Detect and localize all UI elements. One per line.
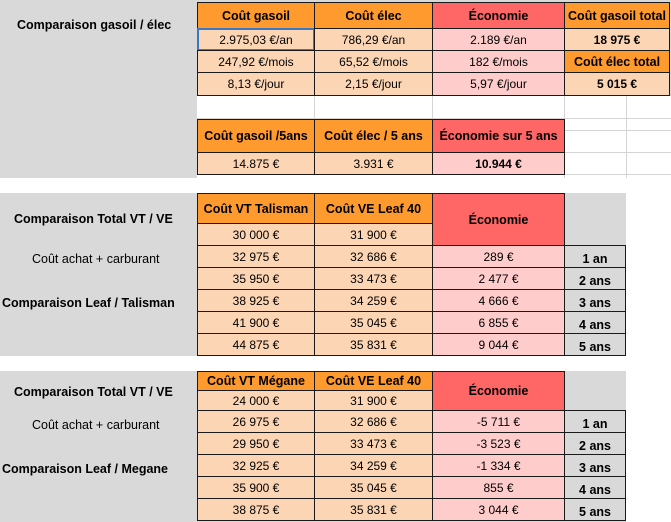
cell-talisman-y2[interactable]: 35 950 €: [197, 267, 315, 290]
cell-gasoil-an[interactable]: 2.975,03 €/an: [197, 28, 315, 51]
label-cout-achat-2: Coût achat + carburant: [32, 418, 160, 432]
cell-megane-y1[interactable]: 26 975 €: [197, 410, 315, 433]
header-cout-ve-leaf-2[interactable]: Coût VE Leaf 40: [314, 371, 433, 391]
cell-economie-y4[interactable]: 6 855 €: [432, 311, 565, 334]
year-label-1[interactable]: 1 an: [564, 245, 626, 268]
cell-economie-y5[interactable]: 9 044 €: [432, 333, 565, 356]
year2-label-2[interactable]: 2 ans: [564, 432, 626, 455]
label-cout-achat-1: Coût achat + carburant: [32, 252, 160, 266]
cell-talisman-y3[interactable]: 38 925 €: [197, 289, 315, 312]
cell-leaf2-y1[interactable]: 32 686 €: [314, 410, 433, 433]
label-comparaison-total-1: Comparaison Total VT / VE: [14, 212, 173, 226]
cell-economie2-y4[interactable]: 855 €: [432, 476, 565, 499]
label-comparaison-gasoil-elec: Comparaison gasoil / élec: [17, 18, 172, 32]
cell-leaf2-y4[interactable]: 35 045 €: [314, 476, 433, 499]
cell-leaf-y3[interactable]: 34 259 €: [314, 289, 433, 312]
cell-leaf2-y3[interactable]: 34 259 €: [314, 454, 433, 477]
header-cout-ve-leaf[interactable]: Coût VE Leaf 40: [314, 193, 433, 224]
grid-line: [564, 152, 671, 153]
year2-label-1[interactable]: 1 an: [564, 410, 626, 433]
cell-economie-y3[interactable]: 4 666 €: [432, 289, 565, 312]
cell-talisman-y1[interactable]: 32 975 €: [197, 245, 315, 268]
cell-economie-mois[interactable]: 182 €/mois: [432, 50, 565, 73]
year-label-5[interactable]: 5 ans: [564, 333, 626, 356]
cell-elec-an[interactable]: 786,29 €/an: [314, 28, 433, 51]
header-cout-gasoil-total[interactable]: Coût gasoil total: [564, 2, 670, 29]
cell-economie-y1[interactable]: 289 €: [432, 245, 565, 268]
cell-megane-y4[interactable]: 35 900 €: [197, 476, 315, 499]
cell-talisman-y5[interactable]: 44 875 €: [197, 333, 315, 356]
label-comparaison-total-2: Comparaison Total VT / VE: [14, 385, 173, 399]
cell-gasoil-mois[interactable]: 247,92 €/mois: [197, 50, 315, 73]
cell-leaf2-y5[interactable]: 35 831 €: [314, 498, 433, 521]
header-economie-5ans[interactable]: Économie sur 5 ans: [432, 119, 565, 153]
cell-economie2-y5[interactable]: 3 044 €: [432, 498, 565, 521]
cell-megane-base[interactable]: 24 000 €: [197, 390, 315, 411]
year-label-4[interactable]: 4 ans: [564, 311, 626, 334]
cell-economie-an[interactable]: 2.189 €/an: [432, 28, 565, 51]
grid-line: [432, 96, 433, 118]
cell-economie-5ans[interactable]: 10.944 €: [432, 152, 565, 175]
header-cout-gasoil-5ans[interactable]: Coût gasoil /5ans: [197, 119, 315, 153]
year-label-3[interactable]: 3 ans: [564, 289, 626, 312]
header-economie-talisman[interactable]: Économie: [432, 193, 565, 246]
cell-gasoil-jour[interactable]: 8,13 €/jour: [197, 72, 315, 96]
year2-label-3[interactable]: 3 ans: [564, 454, 626, 477]
header-cout-elec-total[interactable]: Coût élec total: [564, 50, 670, 73]
header-cout-vt-megane[interactable]: Coût VT Mégane: [197, 371, 315, 391]
cell-gasoil-5ans[interactable]: 14.875 €: [197, 152, 315, 175]
header-cout-gasoil[interactable]: Coût gasoil: [197, 2, 315, 29]
year2-label-4[interactable]: 4 ans: [564, 476, 626, 499]
cell-leaf-y5[interactable]: 35 831 €: [314, 333, 433, 356]
cell-elec-5ans[interactable]: 3.931 €: [314, 152, 433, 175]
cell-leaf2-y2[interactable]: 33 473 €: [314, 432, 433, 455]
header-cout-vt-talisman[interactable]: Coût VT Talisman: [197, 193, 315, 224]
header-economie-megane[interactable]: Économie: [432, 371, 565, 411]
white-area-right-mid: [626, 193, 671, 356]
cell-cout-gasoil-total[interactable]: 18 975 €: [564, 28, 670, 51]
header-economie[interactable]: Économie: [432, 2, 565, 29]
cell-leaf-base-2[interactable]: 31 900 €: [314, 390, 433, 411]
cell-leaf-y1[interactable]: 32 686 €: [314, 245, 433, 268]
white-area-right-bottom: [626, 371, 671, 522]
label-comparaison-leaf-talisman: Comparaison Leaf / Talisman: [2, 296, 175, 310]
cell-cout-elec-total[interactable]: 5 015 €: [564, 72, 670, 96]
cell-leaf-y2[interactable]: 33 473 €: [314, 267, 433, 290]
cell-leaf-base[interactable]: 31 900 €: [314, 223, 433, 246]
cell-talisman-base[interactable]: 30 000 €: [197, 223, 315, 246]
cell-economie2-y2[interactable]: -3 523 €: [432, 432, 565, 455]
cell-economie2-y1[interactable]: -5 711 €: [432, 410, 565, 433]
cell-leaf-y4[interactable]: 35 045 €: [314, 311, 433, 334]
cell-megane-y2[interactable]: 29 950 €: [197, 432, 315, 455]
cell-elec-jour[interactable]: 2,15 €/jour: [314, 72, 433, 96]
header-cout-elec[interactable]: Coût élec: [314, 2, 433, 29]
cell-economie-y2[interactable]: 2 477 €: [432, 267, 565, 290]
cell-elec-mois[interactable]: 65,52 €/mois: [314, 50, 433, 73]
header-cout-elec-5ans[interactable]: Coût élec / 5 ans: [314, 119, 433, 153]
year-label-2[interactable]: 2 ans: [564, 267, 626, 290]
cell-economie2-y3[interactable]: -1 334 €: [432, 454, 565, 477]
grid-line: [626, 96, 627, 178]
year2-label-5[interactable]: 5 ans: [564, 498, 626, 521]
grid-line: [314, 96, 315, 118]
cell-megane-y5[interactable]: 38 875 €: [197, 498, 315, 521]
cell-economie-jour[interactable]: 5,97 €/jour: [432, 72, 565, 96]
cell-megane-y3[interactable]: 32 925 €: [197, 454, 315, 477]
cell-talisman-y4[interactable]: 41 900 €: [197, 311, 315, 334]
label-comparaison-leaf-megane: Comparaison Leaf / Megane: [2, 462, 169, 476]
grid-line: [564, 130, 671, 131]
